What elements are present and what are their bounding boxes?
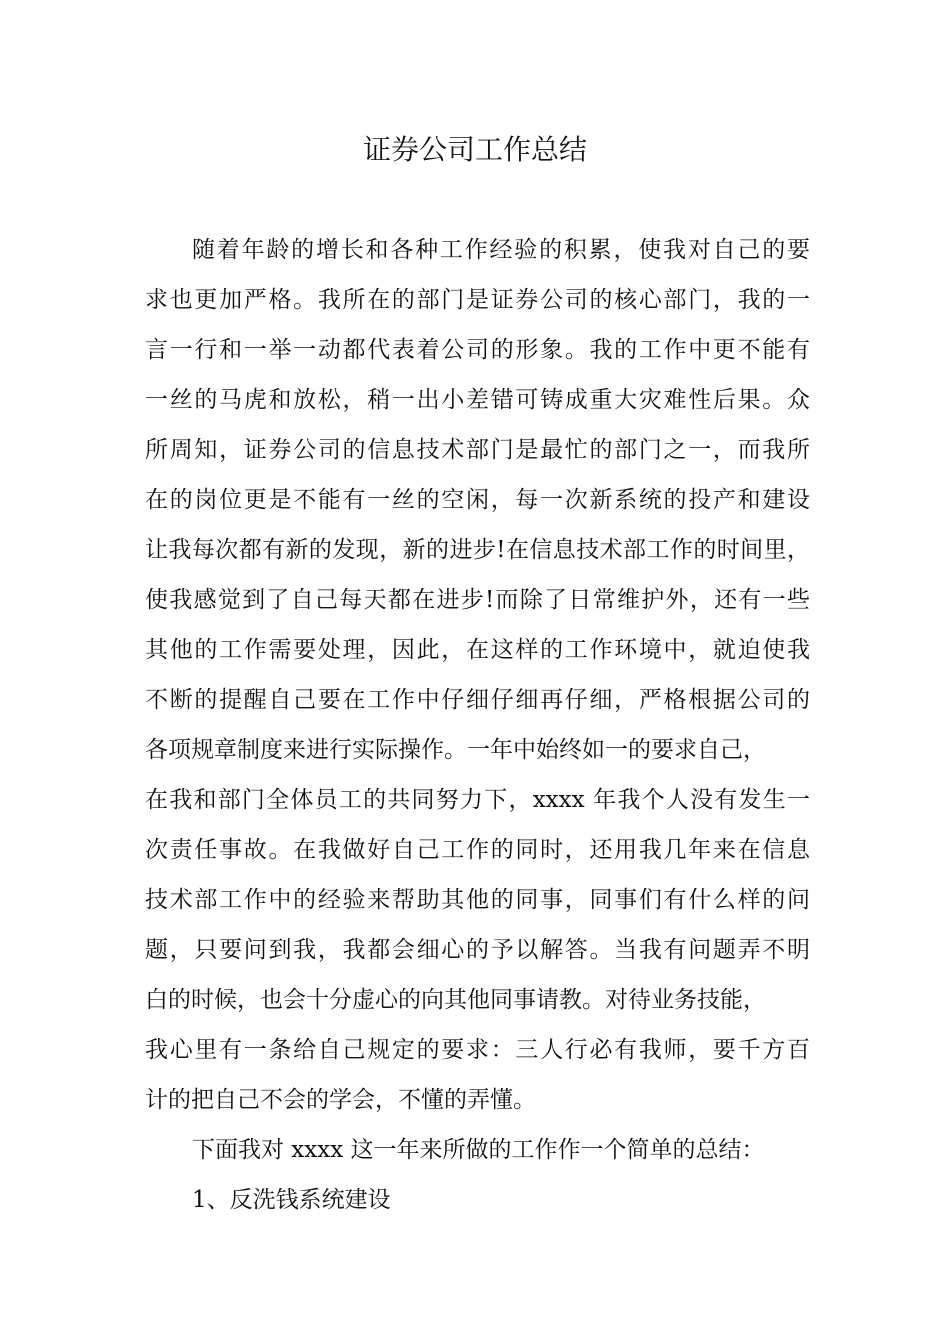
paragraph-line: 白的时候，也会十分虚心的向其他同事请教。对待业务技能， — [145, 987, 766, 1013]
paragraph-line: 让我每次都有新的发现，新的进步!在信息技术部工作的时间里， — [145, 537, 810, 563]
paragraph-line: 我心里有一条给自己规定的要求：三人行必有我师，要千方百 — [145, 1037, 810, 1063]
paragraph-line: 言一行和一举一动都代表着公司的形象。我的工作中更不能有 — [145, 337, 810, 363]
paragraph-line: 所周知，证券公司的信息技术部门是最忙的部门之一，而我所 — [145, 437, 810, 463]
paragraph-line: 计的把自己不会的学会，不懂的弄懂。 — [145, 1087, 536, 1113]
body-paragraph-2: 下面我对 xxxx 这一年来所做的工作作一个简单的总结： — [192, 1137, 765, 1163]
paragraph-line: 题，只要问到我，我都会细心的予以解答。当我有问题弄不明 — [145, 937, 810, 963]
paragraph-line: 不断的提醒自己要在工作中仔细仔细再仔细，严格根据公司的 — [145, 687, 810, 713]
paragraph-line: 使我感觉到了自己每天都在进步!而除了日常维护外，还有一些 — [145, 587, 810, 613]
paragraph-line: 技术部工作中的经验来帮助其他的同事，同事们有什么样的问 — [145, 887, 810, 913]
paragraph-line: 求也更加严格。我所在的部门是证券公司的核心部门，我的一 — [145, 287, 810, 313]
paragraph-line: 其他的工作需要处理，因此，在这样的工作环境中，就迫使我 — [145, 637, 810, 663]
paragraph-line: 随着年龄的增长和各种工作经验的积累，使我对自己的要 — [192, 237, 810, 263]
paragraph-line: 一丝的马虎和放松，稍一出小差错可铸成重大灾难性后果。众 — [145, 387, 810, 413]
document-title: 证券公司工作总结 — [362, 133, 587, 166]
paragraph-line: 在我和部门全体员工的共同努力下，xxxx 年我个人没有发生一 — [145, 787, 810, 813]
section-heading: 1、反洗钱系统建设 — [192, 1187, 391, 1213]
paragraph-line: 次责任事故。在我做好自己工作的同时，还用我几年来在信息 — [145, 837, 810, 863]
paragraph-line: 各项规章制度来进行实际操作。一年中始终如一的要求自己， — [145, 737, 766, 763]
paragraph-line: 在的岗位更是不能有一丝的空闲，每一次新系统的投产和建设 — [145, 487, 810, 513]
